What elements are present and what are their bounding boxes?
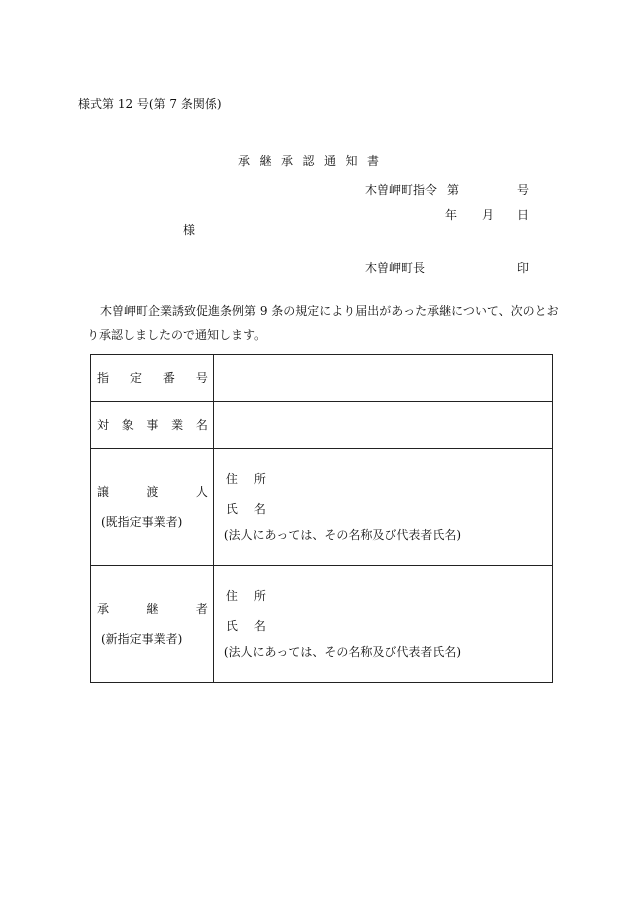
table-label-cell	[91, 449, 214, 566]
date-year: 年	[445, 208, 458, 222]
details-table	[90, 354, 553, 683]
designation-number-prefix: 第	[447, 183, 460, 197]
table-sublabel: (新指定事業者)	[101, 632, 183, 646]
label-char: 氏	[225, 619, 238, 633]
designation-number-suffix: 号	[517, 183, 530, 197]
date-day: 日	[517, 208, 530, 222]
label-char: 業	[171, 418, 184, 432]
table-label	[91, 485, 213, 499]
notice-body	[87, 299, 562, 347]
label-char: 住	[225, 472, 238, 486]
label-char: 象	[121, 418, 134, 432]
document-title: 承継承認通知書	[238, 154, 389, 168]
label-char: 号	[195, 371, 208, 385]
table-row-business-name	[91, 402, 553, 449]
name-label	[226, 502, 266, 516]
label-char: 所	[253, 472, 266, 486]
table-row-designation-number	[91, 355, 553, 402]
label-char: 承	[97, 602, 110, 616]
address-label	[226, 472, 266, 486]
seal-mark: 印	[517, 261, 530, 275]
table-row-successor	[91, 566, 553, 683]
table-label	[91, 371, 213, 385]
notice-body-line-2: り承認しましたので通知します。	[87, 328, 267, 342]
label-char: 住	[225, 589, 238, 603]
label-char: 事	[146, 418, 159, 432]
label-char: 氏	[225, 502, 238, 516]
label-char: 定	[129, 371, 142, 385]
table-label-cell	[91, 566, 214, 683]
address-label	[226, 589, 266, 603]
table-label	[91, 418, 213, 432]
label-char: 渡	[146, 485, 159, 499]
label-char: 譲	[97, 485, 110, 499]
address-name-block	[214, 589, 552, 659]
label-char: 番	[162, 371, 175, 385]
successor-value-cell[interactable]	[213, 566, 552, 683]
name-label	[226, 619, 266, 633]
label-char: 指	[97, 371, 110, 385]
designation-number-value-cell[interactable]	[213, 355, 552, 402]
label-char: 名	[253, 619, 266, 633]
addressee-suffix: 様	[183, 223, 196, 237]
transferor-value-cell[interactable]	[213, 449, 552, 566]
date-month: 月	[482, 208, 495, 222]
notice-body-line-1: 木曽岬町企業誘致促進条例第 9 条の規定により届出があった承継について、次のとお	[100, 304, 559, 318]
issuer-designation-line	[365, 183, 530, 197]
address-name-block	[214, 472, 552, 542]
label-char: 者	[195, 602, 208, 616]
form-number: 様式第 12 号(第 7 条関係)	[78, 97, 222, 111]
mayor-title: 木曽岬町長	[365, 261, 426, 275]
table-sublabel: (既指定事業者)	[101, 515, 183, 529]
label-char: 人	[195, 485, 208, 499]
corporate-note: (法人にあっては、その名称及び代表者氏名)	[223, 645, 462, 659]
table-row-transferor	[91, 449, 553, 566]
table-label-cell	[91, 355, 214, 402]
business-name-value-cell[interactable]	[213, 402, 552, 449]
label-char: 名	[195, 418, 208, 432]
corporate-note: (法人にあっては、その名称及び代表者氏名)	[223, 528, 462, 542]
designation-prefix: 木曽岬町指令	[365, 183, 438, 197]
mayor-line	[365, 261, 530, 275]
table-label	[91, 602, 213, 616]
label-char: 名	[253, 502, 266, 516]
label-char: 所	[253, 589, 266, 603]
table-label-cell	[91, 402, 214, 449]
label-char: 対	[97, 418, 110, 432]
label-char: 継	[146, 602, 159, 616]
